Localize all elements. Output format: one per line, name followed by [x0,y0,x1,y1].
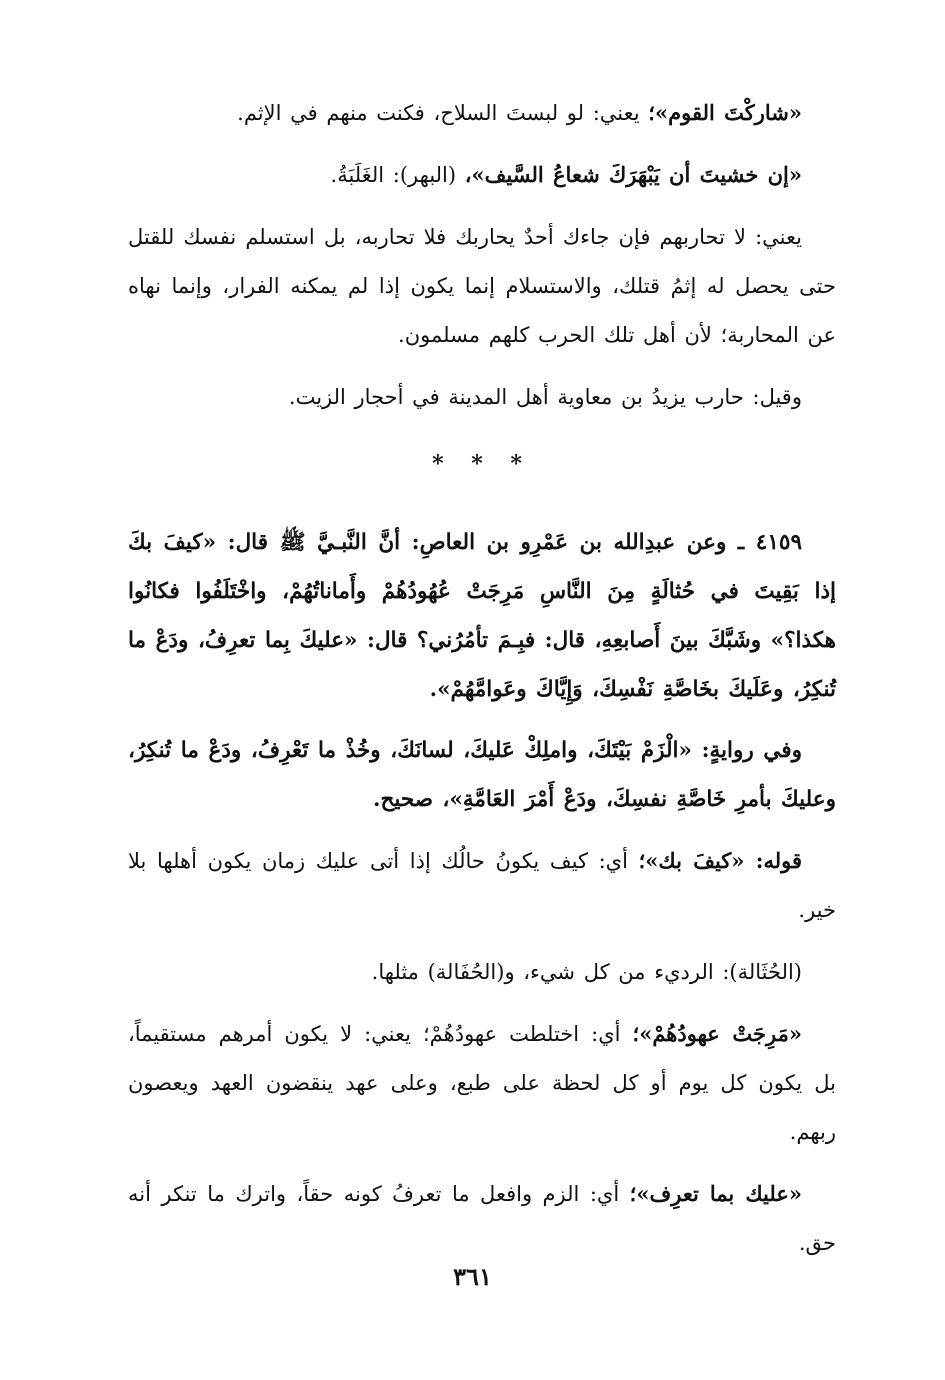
quoted-term: «إن خشيتَ أن يَبْهَرَكَ شعاعُ السَّيف»، [464,162,802,187]
paragraph [128,1009,836,1157]
paragraph-text: (البهر): الغَلَبَةُ. [330,163,465,187]
page-number: ٣٦١ [453,1262,492,1291]
hadith-variant: وفي روايةٍ: «الْزَمْ بَيْتَكَ، واملِكْ عَليكَ، لسانَكَ، وخُذْ ما تَعْرِفُ، ودَعْ ما تُنكِرُ، وعليكَ بأمرِ خَاصَّةِ نفسِكَ، ودَعْ أَمْرَ العَامَّةِ»، صحيح. [128,738,836,812]
paragraph-text: أي: اختلطت عهودُهُمْ؛ يعني: لا يكون أمرهم مستقيماً، بل يكون كل يوم أو كل لحظة على طبع، وعلى عهد ينقضون العهد ويعصون ربهم. [128,1022,836,1144]
paragraph [128,836,836,935]
paragraph-text: يعني: لو لبستَ السلاح، فكنت منهم في الإثم. [237,101,649,125]
commentary-top [128,88,836,422]
paragraph [128,947,836,997]
hadith-text [128,518,836,824]
paragraph [128,212,836,360]
paragraph [128,88,836,138]
paragraph [128,372,836,422]
commentary-bottom [128,836,836,1268]
quoted-term: قوله: «كيفَ بك»؛ [638,848,802,873]
quoted-term: «عليك بما تعرِف»؛ [629,1181,803,1206]
paragraph [128,1169,836,1268]
section-divider: * * * [432,451,532,477]
quoted-term: «مَرِجَتْ عهودُهُمْ»؛ [632,1021,802,1046]
hadith-paragraph [128,518,836,714]
hadith-paragraph [128,726,836,824]
paragraph-text: أي: كيف يكونُ حالُك إذا أتى عليك زمان يكون أهلها بلا خير. [128,849,836,922]
paragraph-text: وقيل: حارب يزيدُ بن معاوية أهل المدينة في أحجار الزيت. [288,385,802,409]
quoted-term: «شاركْتَ القوم»؛ [648,100,802,125]
paragraph-text: أي: الزم وافعل ما تعرفُ كونه حقاً، واترك ما تنكر أنه حق. [128,1182,836,1255]
hadith-main: ٤١٥٩ ـ وعن عبدِالله بن عَمْرِو بن العاصِ: أنَّ النَّبـيَّ ﷺ قال: «كيفَ بكَ إذا بَقِيتَ في حُثالَةٍ مِنَ النَّاسِ مَرِجَتْ عُهُودُهُمْ وأَماناتُهُمْ، واخْتَلَفُوا فكانُوا هكذا؟» وشَبَّكَ بينَ أَصابعِهِ، قال: فبِـمَ تأمُرُني؟ قال: «عليكَ بِما تعرِفُ، ودَعْ ما تُنكِرُ، وعَلَيكَ بخَاصَّةِ نَفْسِكَ، وَإِيَّاكَ وعَوامَّهُمْ». [128,530,836,702]
paragraph-text: (الحُثَالة): الرديء من كل شيء، و(الحُفَالة) مثلها. [371,960,802,984]
paragraph [128,150,836,200]
paragraph-text: يعني: لا تحاربهم فإن جاءك أحدٌ يحاربك فلا تحاربه، بل استسلم نفسك للقتل حتى يحصل له إثمُ قتلك، والاستسلام إنما يكون إذا لم يمكنه الفرار، وإنما نهاه عن المحاربة؛ لأن أهل تلك الحرب كلهم مسلمون. [128,225,836,347]
page-body [128,88,836,1280]
